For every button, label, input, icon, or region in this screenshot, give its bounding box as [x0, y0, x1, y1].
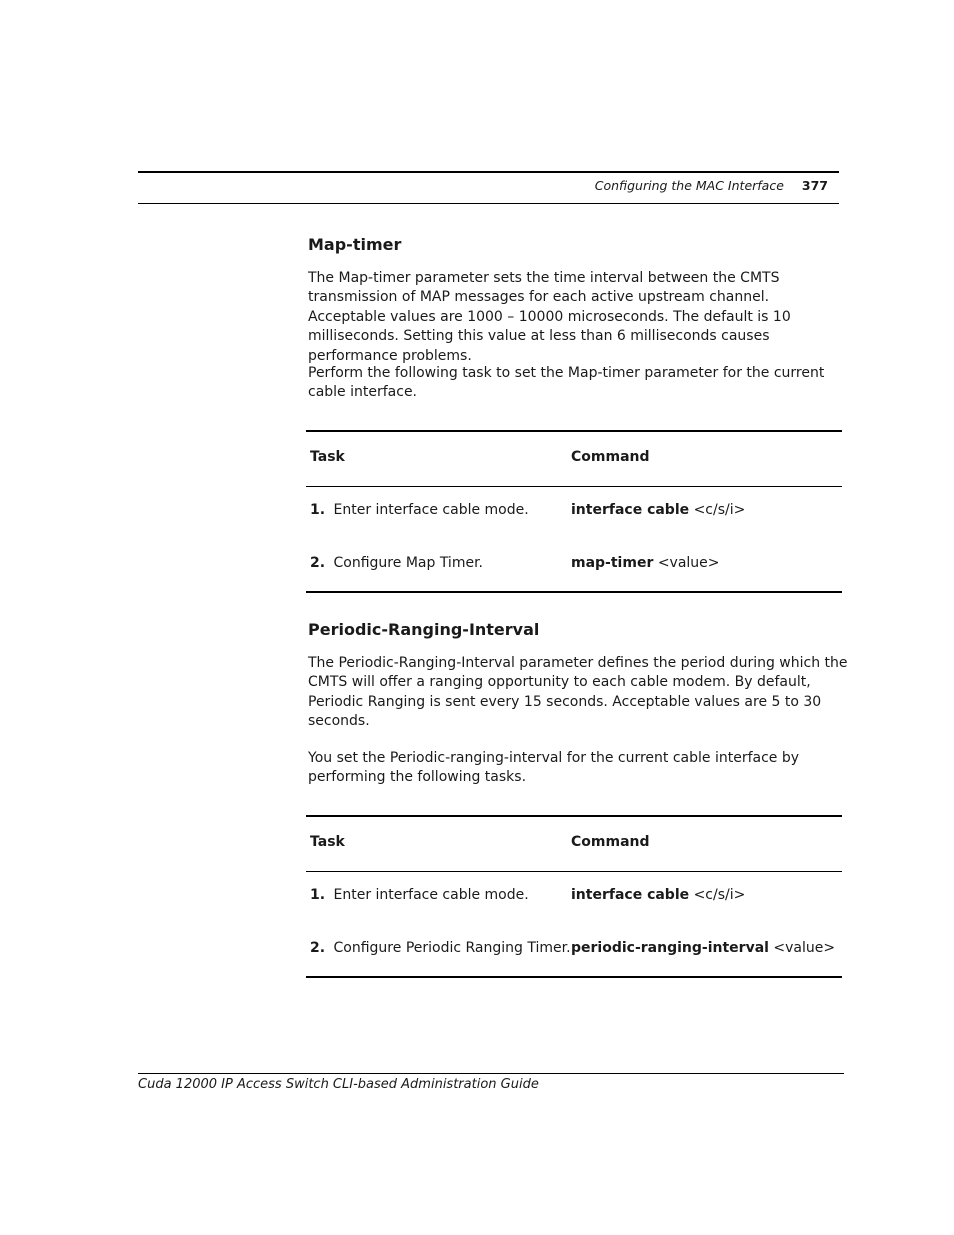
table-row-command	[571, 501, 745, 519]
table-header-rule	[306, 486, 842, 487]
footer-rule	[138, 1073, 844, 1074]
command-argument: <value>	[657, 555, 720, 571]
command-keyword: map-timer	[571, 555, 654, 571]
table-header-rule	[306, 871, 842, 872]
header-bottom-rule	[138, 203, 839, 204]
command-keyword: periodic-ranging-interval	[571, 940, 769, 956]
command-argument: <c/s/i>	[693, 502, 746, 518]
command-keyword: interface cable	[571, 502, 690, 518]
table-top-rule	[306, 815, 842, 817]
table-row-task	[310, 886, 529, 904]
paragraph-map-timer-description: The Map-timer parameter sets the time interval between the CMTS transmission of MAP messages for each active upstream channel. Acceptable values are 1000 – 10000 microseconds. The default is 10 milliseconds. Setting this value at less than 6 milliseconds causes performance problems.	[308, 270, 791, 364]
paragraph-map-timer-instruction: Perform the following task to set the Map-timer parameter for the current cable interface.	[308, 365, 825, 401]
task-text: Enter interface cable mode.	[333, 502, 529, 518]
running-header	[138, 178, 828, 194]
table-bottom-rule	[306, 976, 842, 978]
task-text: Configure Map Timer.	[333, 555, 483, 571]
step-number: 1.	[310, 887, 326, 903]
column-header-task: Task	[310, 449, 345, 465]
command-argument: <value>	[773, 940, 836, 956]
column-header-command: Command	[571, 834, 650, 850]
column-header-task: Task	[310, 834, 345, 850]
task-text: Configure Periodic Ranging Timer.	[333, 940, 571, 956]
paragraph-periodic-ranging-description: The Periodic-Ranging-Interval parameter defines the period during which the CMTS will offer a ranging opportunity to each cable modem. By default, Periodic Ranging is sent every 15 seconds. Acceptable values are 5 to 30 seconds.	[308, 655, 848, 730]
paragraph-periodic-ranging-instruction: You set the Periodic-ranging-interval for the current cable interface by performing the following tasks.	[308, 750, 800, 786]
command-keyword: interface cable	[571, 887, 690, 903]
column-header-command: Command	[571, 449, 650, 465]
table-row-task	[310, 501, 529, 519]
step-number: 2.	[310, 940, 326, 956]
page-number: 377	[801, 178, 828, 193]
table-row-command	[571, 554, 720, 572]
section-heading-map-timer: Map-timer	[308, 235, 402, 254]
table-row-task	[310, 939, 571, 957]
header-top-rule	[138, 171, 839, 173]
task-text: Enter interface cable mode.	[333, 887, 529, 903]
table-row-task	[310, 554, 483, 572]
section-heading-periodic-ranging-interval: Periodic-Ranging-Interval	[308, 620, 540, 639]
header-section-title: Configuring the MAC Interface	[594, 178, 784, 193]
command-argument: <c/s/i>	[693, 887, 746, 903]
footer-guide-title: Cuda 12000 IP Access Switch CLI-based Administration Guide	[138, 1077, 539, 1092]
table-top-rule	[306, 430, 842, 432]
table-row-command	[571, 886, 745, 904]
step-number: 2.	[310, 555, 326, 571]
table-bottom-rule	[306, 591, 842, 593]
table-row-command	[571, 939, 835, 957]
step-number: 1.	[310, 502, 326, 518]
